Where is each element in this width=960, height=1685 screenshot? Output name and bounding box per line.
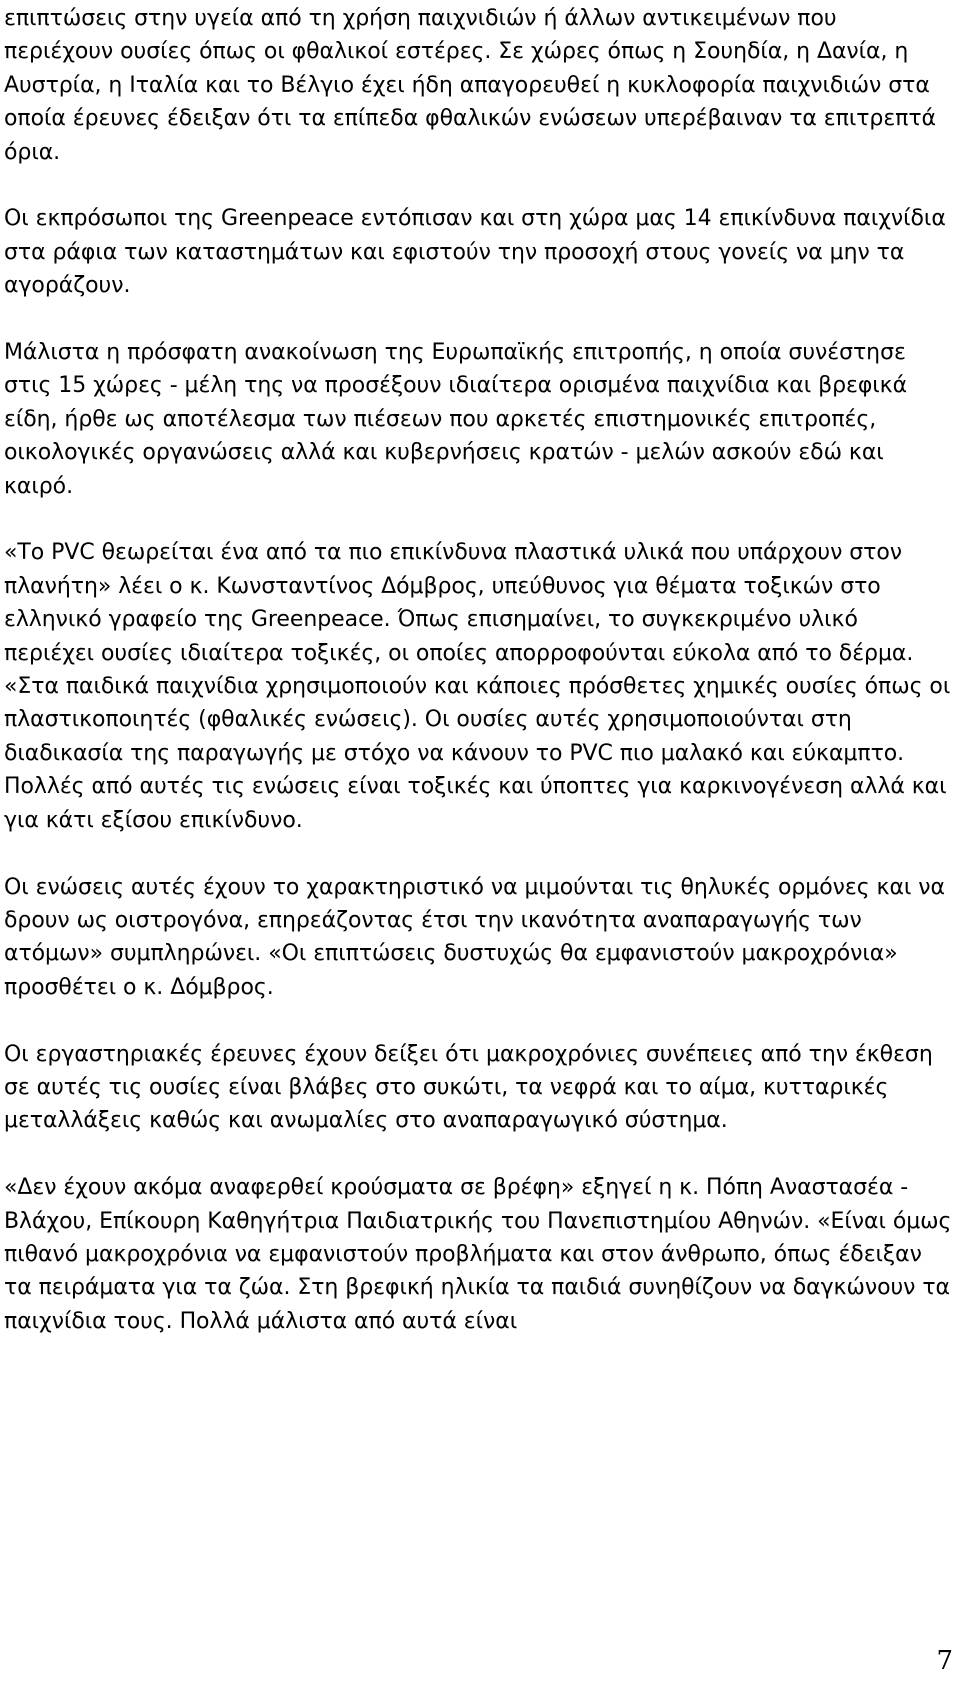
paragraph-3: Μάλιστα η πρόσφατη ανακοίνωση της Ευρωπαϊκής επιτροπής, η οποία συνέστησε στις 15 χώρες - μέλη της να προσέξουν ιδιαίτερα ορισμένα παιχνίδια και βρεφικά είδη, ήρθε ως αποτέλεσμα των πιέσεων που αρκετές επιστημονικές επιτροπές, οικολογικές οργανώσεις αλλά και κυβερνήσεις κρατών - μελών ασκούν εδώ και καιρό. [4,340,908,499]
paragraph-5: Οι ενώσεις αυτές έχουν το χαρακτηριστικό να μιμούνται τις θηλυκές ορμόνες και να δρουν ως οιστρογόνα, επηρεάζοντας έτσι την ικανότητα αναπαραγωγής των ατόμων» συμπληρώνει. «Οι επιπτώσεις δυστυχώς θα εμφανιστούν μακροχρόνια» προσθέτει ο κ. Δόμβρος. [4,874,945,1000]
paragraph-1: επιπτώσεις στην υγεία από τη χρήση παιχνιδιών ή άλλων αντικειμένων που περιέχουν ουσίες όπως οι φθαλικοί εστέρες. Σε χώρες όπως η Σουηδία, η Δανία, η Αυστρία, η Ιταλία και το Βέλγιο έχει ήδη απαγορευθεί η κυκλοφορία παιχνιδιών στα οποία έρευνες έδειξαν ότι τα επίπεδα φθαλικών ενώσεων υπερέβαιναν τα επιτρεπτά όρια. [4,6,937,165]
body-text [4,0,952,1372]
paragraph-2: Οι εκπρόσωποι της Greenpeace εντόπισαν και στη χώρα μας 14 επικίνδυνα παιχνίδια στα ράφια των καταστημάτων και εφιστούν την προσοχή στους γονείς να μην τα αγοράζουν. [4,206,946,299]
page-number: 7 [936,1646,953,1676]
paragraph-6: Οι εργαστηριακές έρευνες έχουν δείξει ότι μακροχρόνιες συνέπειες από την έκθεση σε αυτές τις ουσίες είναι βλάβες στο συκώτι, τα νεφρά και το αίμα, κυτταρικές μεταλλάξεις καθώς και ανωμαλίες στο αναπαραγωγικό σύστημα. [4,1041,933,1134]
paragraph-4: «Το PVC θεωρείται ένα από τα πιο επικίνδυνα πλαστικά υλικά που υπάρχουν στον πλανήτη» λέει ο κ. Κωνσταντίνος Δόμβρος, υπεύθυνος για θέματα τοξικών στο ελληνικό γραφείο της Greenpeace. Όπως επισημαίνει, το συγκεκριμένο υλικό περιέχει ουσίες ιδιαίτερα τοξικές, οι οποίες απορροφούνται εύκολα από το δέρμα. «Στα παιδικά παιχνίδια χρησιμοποιούν και κάποιες πρόσθετες χημικές ουσίες όπως οι πλαστικοποιητές (φθαλικές ενώσεις). Οι ουσίες αυτές χρησιμοποιούνται στη διαδικασία της παραγωγής με στόχο να κάνουν το PVC πιο μαλακό και εύκαμπτο. Πολλές από αυτές τις ενώσεις είναι τοξικές και ύποπτες για καρκινογένεση αλλά και για κάτι εξίσου επικίνδυνο. [4,540,951,833]
paragraph-7: «Δεν έχουν ακόμα αναφερθεί κρούσματα σε βρέφη» εξηγεί η κ. Πόπη Αναστασέα - Βλάχου, Επίκουρη Καθηγήτρια Παιδιατρικής του Πανεπιστημίου Αθηνών. «Είναι όμως πιθανό μακροχρόνια να εμφανιστούν προβλήματα και στον άνθρωπο, όπως έδειξαν τα πειράματα για τα ζώα. Στη βρεφική ηλικία τα παιδιά συνηθίζουν να δαγκώνουν τα παιχνίδια τους. Πολλά μάλιστα από αυτά είναι [4,1175,952,1334]
